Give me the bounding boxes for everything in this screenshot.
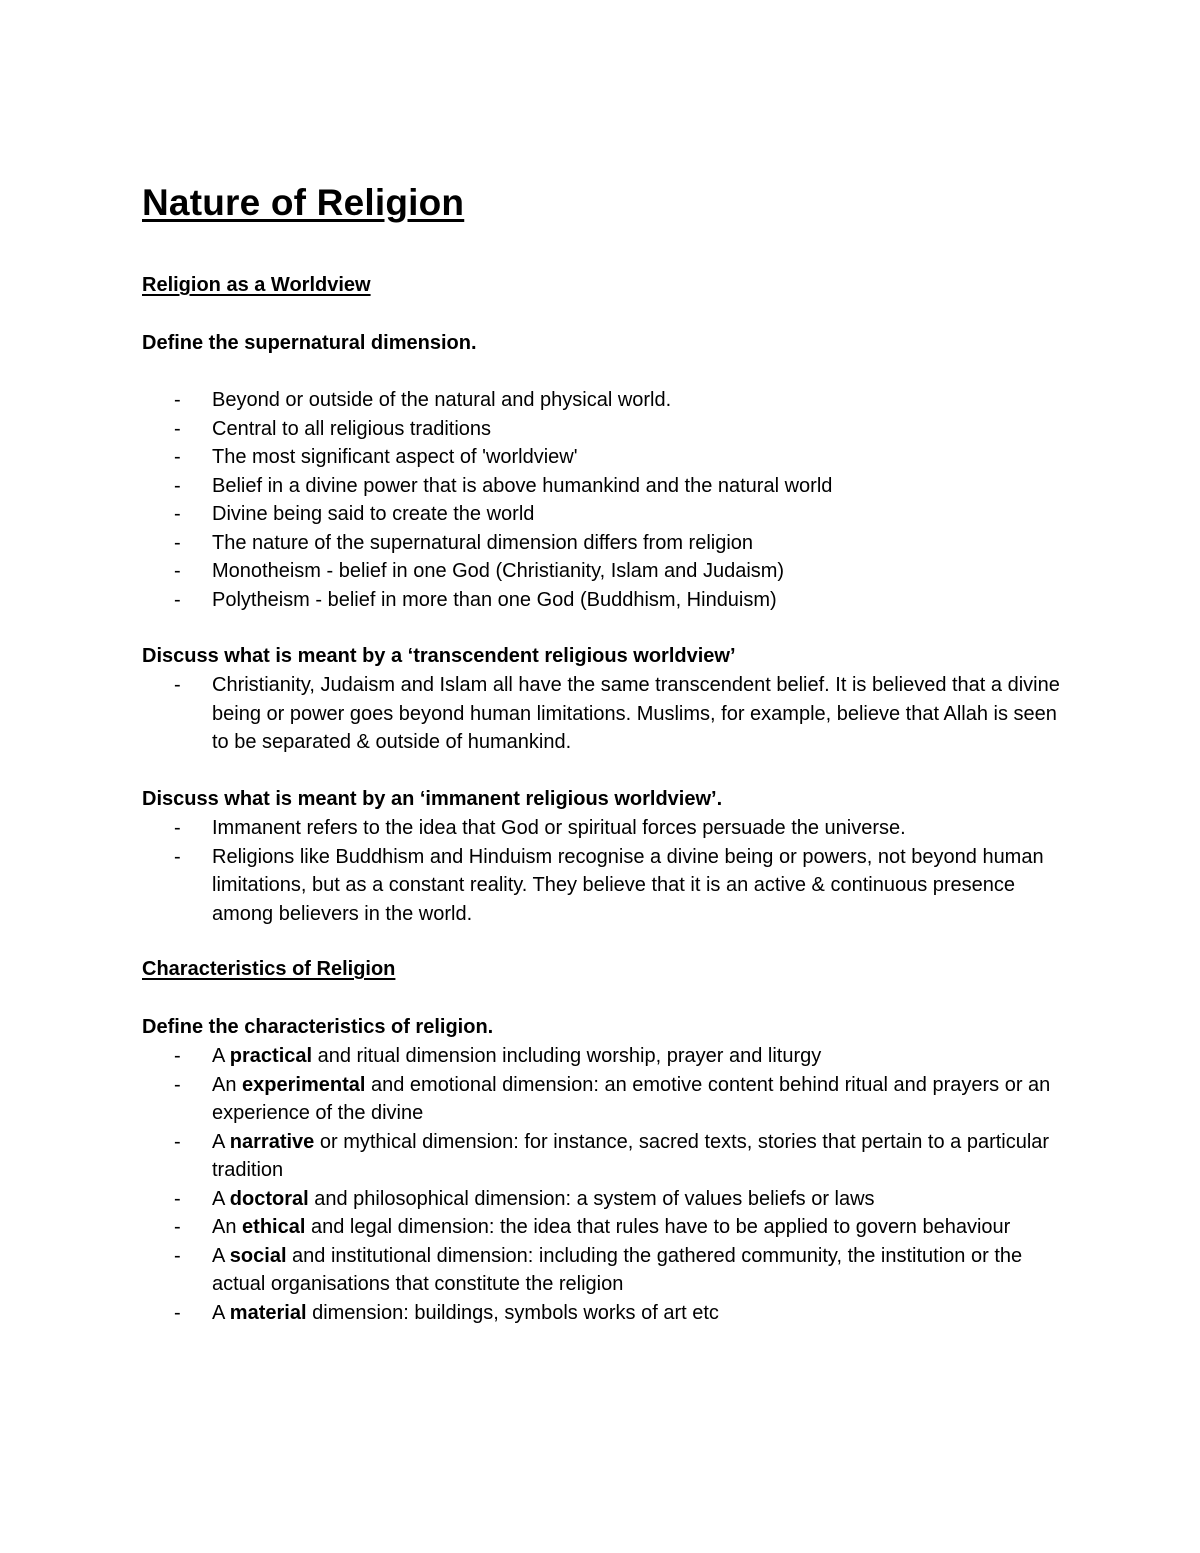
section-heading-characteristics: Characteristics of Religion [142, 958, 396, 980]
bullet-dash: - [174, 417, 181, 440]
list-item: - An experimental and emotional dimension: an emotive content behind ritual and prayers or an experience of the divine [142, 1071, 1072, 1128]
list-item: - A material dimension: buildings, symbols works of art etc [142, 1299, 1072, 1328]
question-supernatural: Define the supernatural dimension. [142, 332, 477, 354]
document-title: Nature of Religion [142, 182, 465, 223]
bullet-dash: - [174, 503, 181, 525]
list-immanent [142, 814, 1072, 928]
bullet-dash: - [174, 446, 181, 468]
bullet-dash: - [174, 1244, 181, 1267]
bullet-dash: - [174, 1187, 181, 1210]
list-item: - The nature of the supernatural dimension differs from religion [142, 529, 1072, 558]
list-item: - A doctoral and philosophical dimension: a system of values beliefs or laws [142, 1185, 1072, 1214]
list-item: - The most significant aspect of 'worldview' [142, 443, 1072, 472]
list-item: - Immanent refers to the idea that God or spiritual forces persuade the universe. [142, 814, 1072, 843]
bullet-dash: - [174, 560, 181, 582]
list-supernatural [142, 386, 1072, 614]
question-immanent: Discuss what is meant by an ‘immanent religious worldview’. [142, 788, 723, 810]
list-item: - An ethical and legal dimension: the idea that rules have to be applied to govern behaviour [142, 1213, 1072, 1242]
bullet-dash: - [174, 531, 181, 554]
bullet-dash: - [174, 389, 181, 411]
bullet-dash: - [174, 1045, 181, 1067]
list-characteristics [142, 1042, 1072, 1327]
question-transcendent: Discuss what is meant by a ‘transcendent religious worldview’ [142, 645, 736, 667]
bullet-dash: - [174, 588, 181, 611]
section-heading-worldview: Religion as a Worldview [142, 274, 371, 296]
bullet-dash: - [174, 1073, 181, 1096]
bullet-dash: - [174, 1216, 181, 1238]
bullet-dash: - [174, 474, 181, 497]
list-item: - Polytheism - belief in more than one God (Buddhism, Hinduism) [142, 586, 1072, 615]
list-item: - A narrative or mythical dimension: for instance, sacred texts, stories that pertain to a particular tradition [142, 1128, 1072, 1185]
bullet-dash: - [174, 1130, 181, 1153]
bullet-dash: - [174, 674, 181, 696]
list-transcendent [142, 671, 1072, 757]
list-item: - Belief in a divine power that is above humankind and the natural world [142, 472, 1072, 501]
list-item: - Beyond or outside of the natural and physical world. [142, 386, 1072, 415]
list-item: - Religions like Buddhism and Hinduism recognise a divine being or powers, not beyond human limitations, but as a constant reality. They believe that it is an active & continuous presence among believers in the world. [142, 843, 1072, 929]
bullet-dash: - [174, 1301, 181, 1324]
list-item: - Christianity, Judaism and Islam all have the same transcendent belief. It is believed that a divine being or power goes beyond human limitations. Muslims, for example, believe that Allah is seen to be separated & outside of humankind. [142, 671, 1072, 757]
bullet-dash: - [174, 817, 181, 839]
question-characteristics: Define the characteristics of religion. [142, 1016, 494, 1038]
list-item: - Central to all religious traditions [142, 415, 1072, 444]
list-item: - A practical and ritual dimension including worship, prayer and liturgy [142, 1042, 1072, 1071]
list-item: - Monotheism - belief in one God (Christianity, Islam and Judaism) [142, 557, 1072, 586]
list-item: - A social and institutional dimension: including the gathered community, the institution or the actual organisations that constitute the religion [142, 1242, 1072, 1299]
bullet-dash: - [174, 845, 181, 868]
list-item: - Divine being said to create the world [142, 500, 1072, 529]
